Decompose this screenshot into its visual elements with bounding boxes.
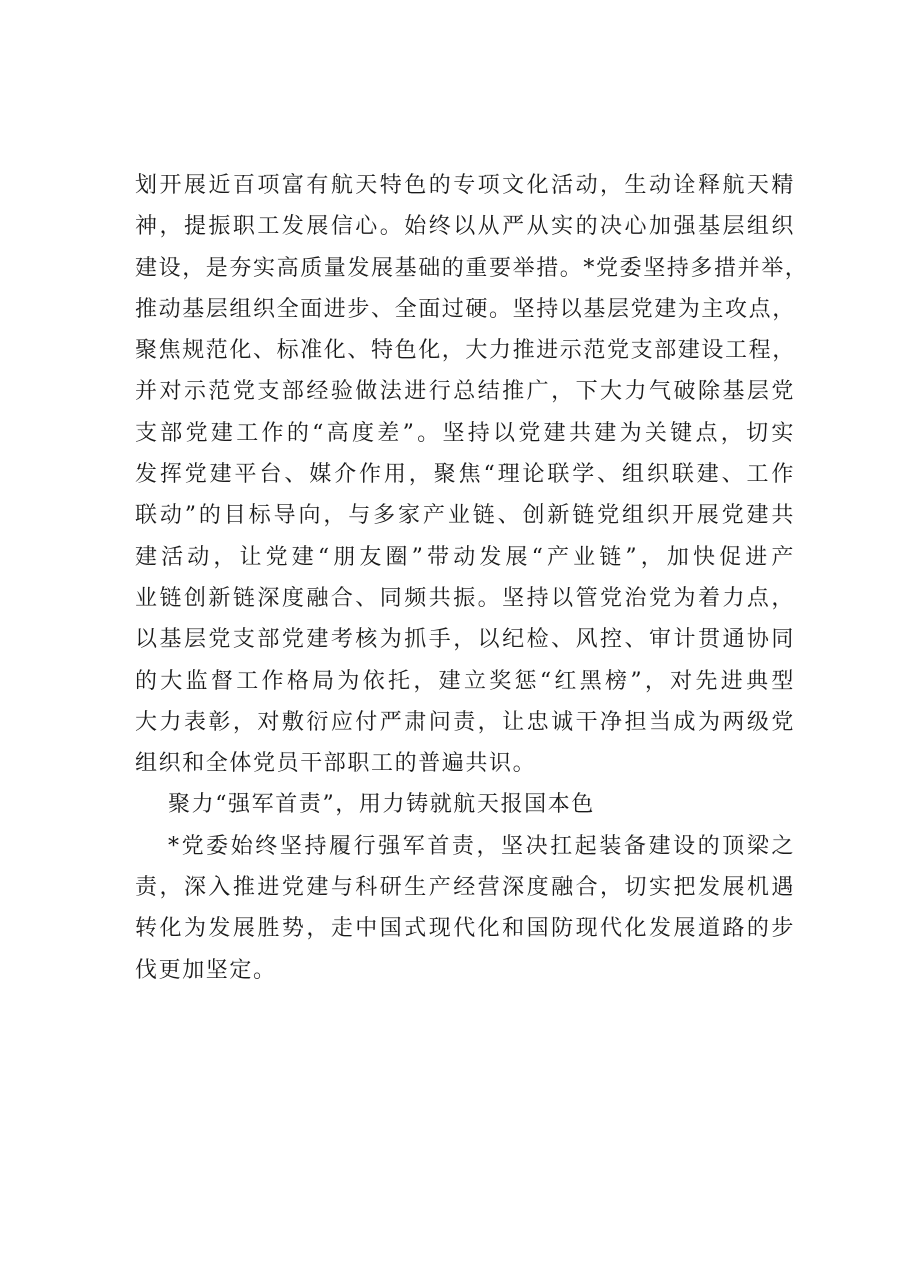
text-line: 责，深入推进党建与科研生产经营深度融合，切实把发展机遇 xyxy=(135,875,795,901)
text-line: 划开展近百项富有航天特色的专项文化活动，生动诠释航天精 xyxy=(135,173,795,198)
text-line: 以基层党支部党建考核为抓手，以纪检、风控、审计贯通协同 xyxy=(135,627,795,653)
body-text xyxy=(135,165,809,991)
text-line: 建设，是夯实高质量发展基础的重要举措。*党委坚持多措并举， xyxy=(135,255,809,281)
text-line: 建活动，让党建“朋友圈”带动发展“产业链”，加快促进产 xyxy=(135,544,795,570)
text-line: 伐更加坚定。 xyxy=(135,957,277,983)
text-line: 发挥党建平台、媒介作用，聚焦“理论联学、组织联建、工作 xyxy=(135,462,795,488)
text-line: 聚焦规范化、标准化、特色化，大力推进示范党支部建设工程， xyxy=(135,338,796,364)
text-line: 支部党建工作的“高度差”。坚持以党建共建为关键点，切实 xyxy=(135,420,795,446)
text-line: 联动”的目标导向，与多家产业链、创新链党组织开展党建共 xyxy=(135,503,795,529)
text-line: 组织和全体党员干部职工的普遍共识。 xyxy=(135,751,537,777)
text-line: 神，提振职工发展信心。始终以从严从实的决心加强基层组织 xyxy=(135,214,795,240)
text-line: 业链创新链深度融合、同频共振。坚持以管党治党为着力点， xyxy=(135,585,795,611)
text-line: 的大监督工作格局为依托，建立奖惩“红黑榜”，对先进典型 xyxy=(135,668,795,694)
text-line: 推动基层组织全面进步、全面过硬。坚持以基层党建为主攻点， xyxy=(135,296,796,322)
text-line: 并对示范党支部经验做法进行总结推广，下大力气破除基层党 xyxy=(135,379,795,405)
text-line: 大力表彰，对敷衍应付严肃问责，让忠诚干净担当成为两级党 xyxy=(135,709,795,735)
section-heading: 聚力“强军首责”，用力铸就航天报国本色 xyxy=(168,792,595,818)
text-line: *党委始终坚持履行强军首责，坚决扛起装备建设的顶梁之 xyxy=(168,833,795,859)
text-line: 转化为发展胜势，走中国式现代化和国防现代化发展道路的步 xyxy=(135,916,795,942)
